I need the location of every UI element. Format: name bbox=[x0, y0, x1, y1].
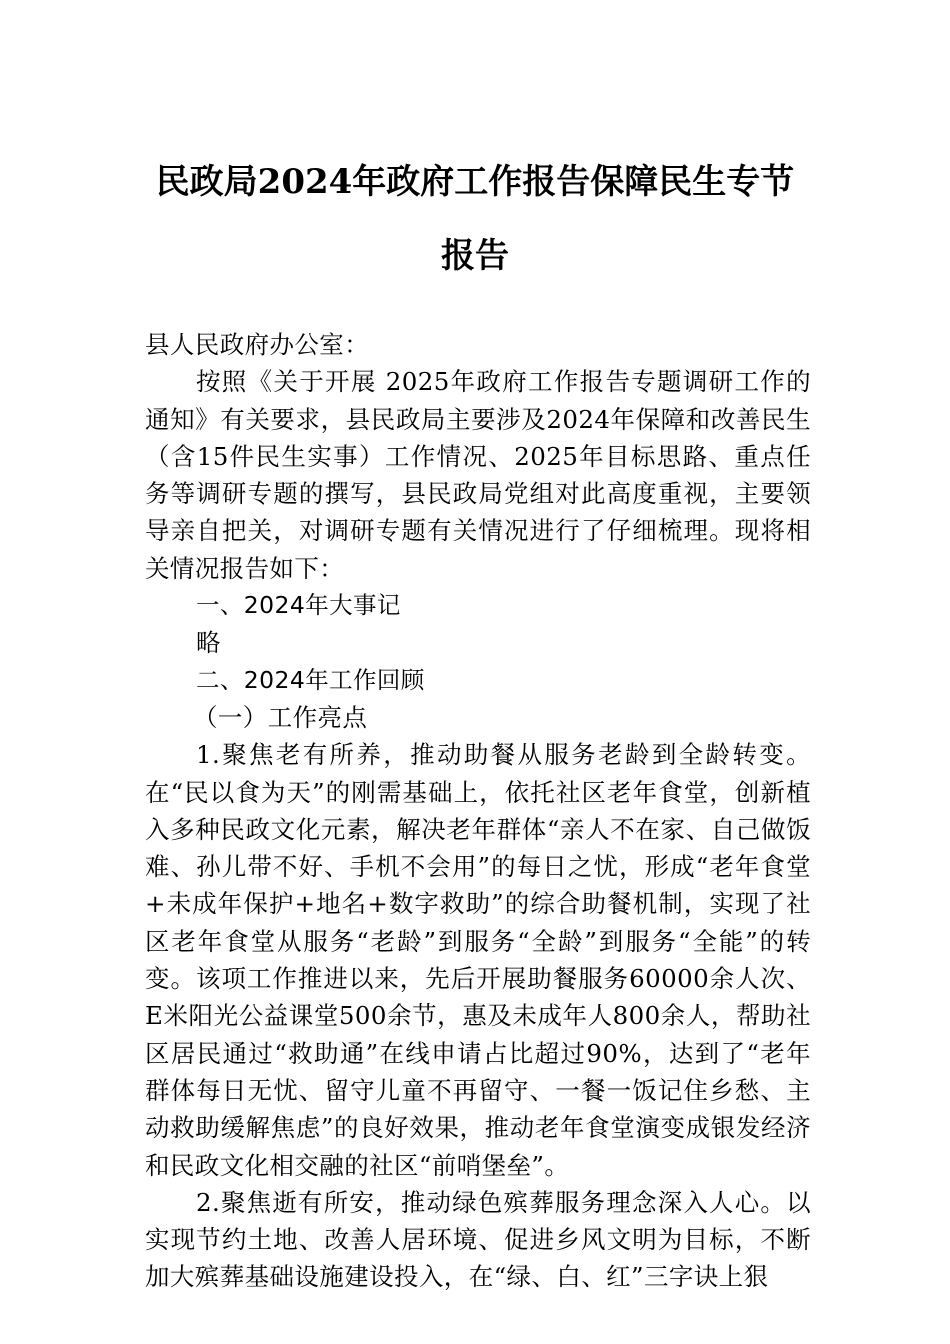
section-1-body: 略 bbox=[196, 628, 221, 658]
document-title-line-1: 民政局2024年政府工作报告保障民生专节 bbox=[155, 162, 795, 202]
document-body bbox=[145, 326, 811, 1296]
section-2-subheading: （一）工作亮点 bbox=[193, 702, 368, 732]
document-title-line-2: 报告 bbox=[441, 236, 509, 276]
item-1-paragraph: 1.聚焦老有所养，推动助餐从服务老龄到全龄转变。在“民以食为天”的刚需基础上，依托社区老年食堂，创新植入多种民政文化元素，解决老年群体“亲人不在家、自己做饭难、孙儿带不好、手机不会用”的每日之忧，形成“老年食堂+未成年保护+地名+数字救助”的综合助餐机制，实现了社区老年食堂从服务“老龄”到服务“全龄”到服务“全能”的转变。该项工作推进以来，先后开展助餐服务60000余人次、E米阳光公益课堂500余节，惠及未成年人800余人，帮助社区居民通过“救助通”在线申请占比超过90%，达到了“老年群体每日无忧、留守儿童不再留守、一餐一饭记住乡愁、主动救助缓解焦虑”的良好效果，推动老年食堂演变成银发经济和民政文化相交融的社区“前哨堡垒”。 bbox=[145, 740, 811, 1180]
section-2-heading: 二、2024年工作回顾 bbox=[196, 665, 425, 694]
item-2-paragraph: 2.聚焦逝有所安，推动绿色殡葬服务理念深入人心。以实现节约土地、改善人居环境、促进乡风文明为目标，不断加大殡葬基础设施建设投入，在“绿、白、红”三字诀上狠 bbox=[145, 1187, 811, 1292]
intro-paragraph: 按照《关于开展 2025年政府工作报告专题调研工作的通知》有关要求，县民政局主要涉及2024年保障和改善民生（含15件民生实事）工作情况、2025年目标思路、重点任务等调研专题的撰写，县民政局党组对此高度重视，主要领导亲自把关，对调研专题有关情况进行了仔细梳理。现将相关情况报告如下： bbox=[145, 367, 811, 583]
addressee: 县人民政府办公室： bbox=[145, 330, 370, 359]
section-1-heading: 一、2024年大事记 bbox=[196, 591, 401, 620]
